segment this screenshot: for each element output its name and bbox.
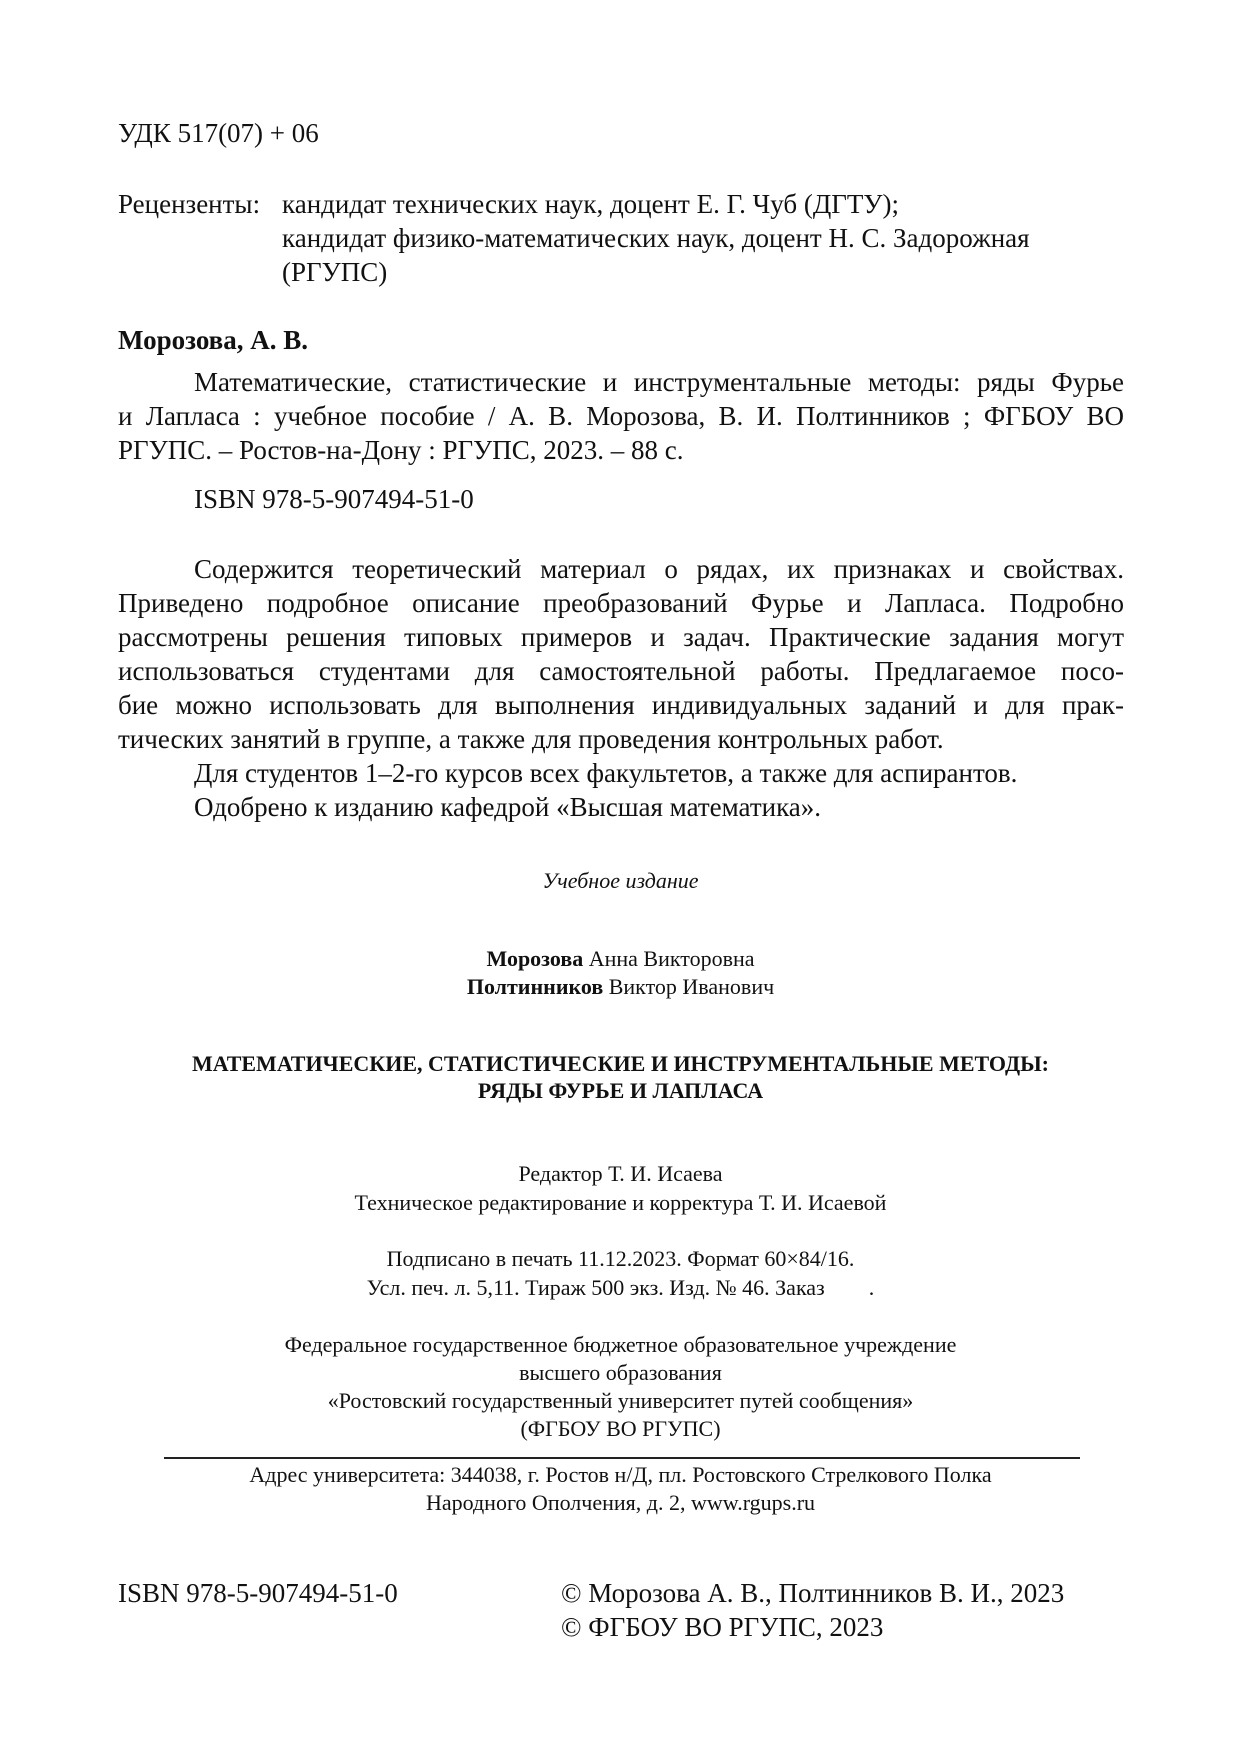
address-line-1: Адрес университета: 344038, г. Ростов н/Д, пл. Ростовского Стрелкового Полка xyxy=(249,1462,992,1487)
publisher-line-1: Федеральное государственное бюджетное образовательное учреждение xyxy=(284,1332,957,1357)
copyright-line-2: © ФГБОУ ВО РГУПС, 2023 xyxy=(561,1612,884,1642)
author-surname: Полтинников xyxy=(466,974,604,999)
bibliographic-line-2: и Лапласа : учебное пособие / А. В. Морозова, В. И. Полтинников ; ФГБОУ ВО xyxy=(118,401,1124,431)
author-surname: Морозова xyxy=(486,946,584,971)
abstract-line: рассмотрены решения типовых примеров и задач. Практические задания могут xyxy=(118,622,1124,652)
publisher-line-4: (ФГБОУ ВО РГУПС) xyxy=(520,1416,721,1441)
bibliographic-line-1: Математические, статистические и инструментальные методы: ряды Фурье xyxy=(194,367,1124,397)
reviewer-line-1: кандидат технических наук, доцент Е. Г. Чуб (ДГТУ); xyxy=(282,189,899,219)
author-given-name: Анна Викторовна xyxy=(588,946,755,971)
abstract-line: использоваться студентами для самостоятельной работы. Предлагаемое посо- xyxy=(118,656,1124,686)
udk-code: УДК 517(07) + 06 xyxy=(118,118,319,148)
abstract xyxy=(118,552,1124,756)
editor-line: Редактор Т. И. Исаева xyxy=(518,1161,723,1186)
author-given-name: Виктор Иванович xyxy=(608,974,775,999)
address-line-2: Народного Ополчения, д. 2, www.rgups.ru xyxy=(425,1490,816,1515)
title-line-1: МАТЕМАТИЧЕСКИЕ, СТАТИСТИЧЕСКИЕ И ИНСТРУМЕНТАЛЬНЫЕ МЕТОДЫ: xyxy=(191,1051,1050,1076)
print-line-1: Подписано в печать 11.12.2023. Формат 60×84/16. xyxy=(386,1246,855,1271)
reviewers-label: Рецензенты: xyxy=(118,189,261,219)
approval-note: Одобрено к изданию кафедрой «Высшая математика». xyxy=(194,792,822,822)
tech-editor-line: Техническое редактирование и корректура Т. И. Исаевой xyxy=(354,1190,887,1215)
author-line-1 xyxy=(0,945,1241,973)
reviewer-line-2: кандидат физико-математических наук, доцент Н. С. Задорожная xyxy=(282,223,1030,253)
abstract-line: Содержится теоретический материал о рядах, их признаках и свойствах. xyxy=(194,554,1124,584)
print-line-2: Усл. печ. л. 5,11. Тираж 500 экз. Изд. № 46. Заказ . xyxy=(366,1275,875,1300)
abstract-line: Приведено подробное описание преобразований Фурье и Лапласа. Подробно xyxy=(118,588,1124,618)
abstract-line: бие можно использовать для выполнения индивидуальных заданий и для прак- xyxy=(118,690,1124,720)
bibliographic-line-3: РГУПС. – Ростов-на-Дону : РГУПС, 2023. – 88 с. xyxy=(118,435,684,465)
title-line-2: РЯДЫ ФУРЬЕ И ЛАПЛАСА xyxy=(477,1078,764,1103)
copyright-line-1: © Морозова А. В., Полтинников В. И., 2023 xyxy=(561,1578,1065,1608)
author-heading: Морозова, А. В. xyxy=(118,325,309,355)
reviewer-line-3: (РГУПС) xyxy=(282,257,388,287)
divider xyxy=(164,1457,1080,1459)
edition-type: Учебное издание xyxy=(542,868,699,893)
publisher-line-2: высшего образования xyxy=(519,1360,722,1385)
audience-note: Для студентов 1–2-го курсов всех факультетов, а также для аспирантов. xyxy=(194,758,1018,788)
isbn-bottom: ISBN 978-5-907494-51-0 xyxy=(118,1578,398,1608)
bibliographic-record xyxy=(118,365,1124,467)
isbn-top: ISBN 978-5-907494-51-0 xyxy=(194,484,474,514)
author-line-2 xyxy=(0,973,1241,1001)
abstract-line: тических занятий в группе, а также для проведения контрольных работ. xyxy=(118,724,944,754)
publisher-line-3: «Ростовский государственный университет путей сообщения» xyxy=(327,1388,914,1413)
